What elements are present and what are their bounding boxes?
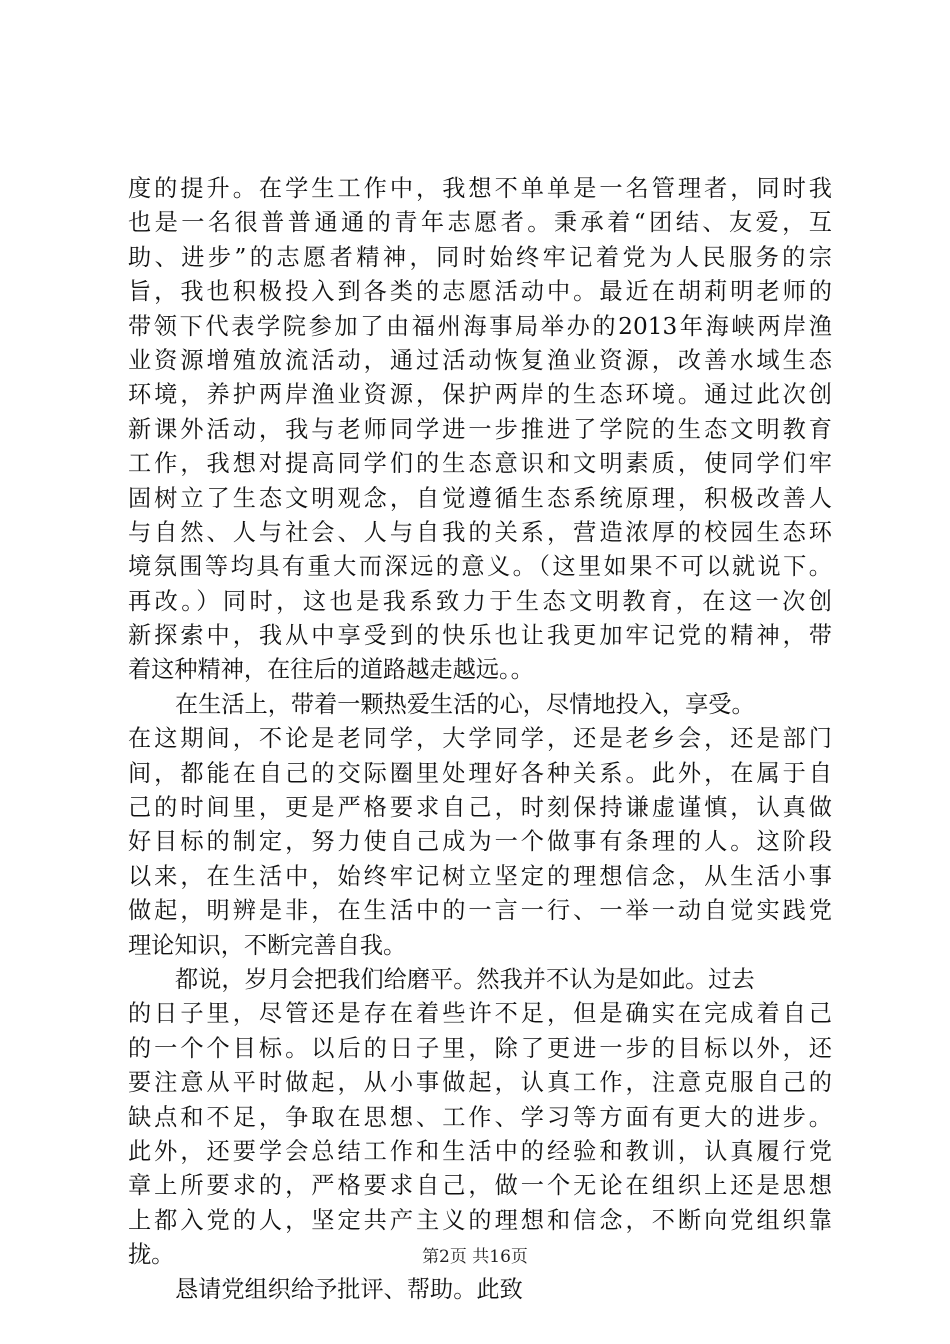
document-body xyxy=(128,172,832,1307)
text-line: 拢。 xyxy=(128,1241,175,1269)
text-line: 的日子里，尽管还是存在着些许不足，但是确实在完成着自己 xyxy=(128,1000,832,1028)
text-line: 助、进步”的志愿者精神，同时始终牢记着党为人民服务的宗 xyxy=(128,243,832,271)
paragraph-first-line: 都说，岁月会把我们给磨平。然我并不认为是如此。过去 xyxy=(175,965,755,993)
text-line: 度的提升。在学生工作中，我想不单单是一名管理者，同时我 xyxy=(128,175,832,202)
text-line: 再改。）同时，这也是我系致力于生态文明教育，在这一次创 xyxy=(128,587,832,615)
text-line: 上都入党的人，坚定共产主义的理想和信念，不断向党组织靠 xyxy=(128,1206,832,1234)
paragraph-first-line: 在生活上，带着一颗热爱生活的心，尽情地投入，享受。 xyxy=(175,690,755,718)
text-line: 己的时间里，更是严格要求自己，时刻保持谦虚谨慎，认真做 xyxy=(128,794,832,822)
text-line: 旨，我也积极投入到各类的志愿活动中。最近在胡莉明老师的 xyxy=(128,278,832,306)
text-line: 环境，养护两岸渔业资源，保护两岸的生态环境。通过此次创 xyxy=(128,381,832,409)
text-line: 业资源增殖放流活动，通过活动恢复渔业资源，改善水域生态 xyxy=(128,346,832,374)
text-line: 此外，还要学会总结工作和生活中的经验和教训，认真履行党 xyxy=(128,1137,832,1165)
text-line: 着这种精神，在往后的道路越走越远。。 xyxy=(128,656,534,684)
text-line: 做起，明辨是非，在生活中的一言一行、一举一动自觉实践党 xyxy=(128,897,832,925)
text-line: 间，都能在自己的交际圈里处理好各种关系。此外，在属于自 xyxy=(128,759,832,787)
page-number-footer: 第2页 共16页 xyxy=(422,1247,528,1267)
text-line: 工作，我想对提高同学们的生态意识和文明素质，使同学们牢 xyxy=(128,450,832,478)
text-line: 以来，在生活中，始终牢记树立坚定的理想信念，从生活小事 xyxy=(128,862,832,890)
text-line: 的一个个目标。以后的日子里，除了更进一步的目标以外，还 xyxy=(128,1034,832,1062)
text-line: 好目标的制定，努力使自己成为一个做事有条理的人。这阶段 xyxy=(128,828,832,856)
text-line: 要注意从平时做起，从小事做起，认真工作，注意克服自己的 xyxy=(128,1069,832,1097)
text-line: 也是一名很普普通通的青年志愿者。秉承着“团结、友爱，互 xyxy=(128,209,832,237)
text-line: 缺点和不足，争取在思想、工作、学习等方面有更大的进步。 xyxy=(128,1103,832,1131)
text-line: 新课外活动，我与老师同学进一步推进了学院的生态文明教育 xyxy=(128,415,832,443)
paragraph-first-line: 恳请党组织给予批评、帮助。此致 xyxy=(175,1275,523,1303)
text-line: 境氛围等均具有重大而深远的意义。（这里如果不可以就说下。 xyxy=(128,553,832,581)
text-line: 带领下代表学院参加了由福州海事局举办的2013年海峡两岸渔 xyxy=(128,312,832,340)
text-line: 理论知识，不断完善自我。 xyxy=(128,931,407,959)
text-line: 章上所要求的，严格要求自己，做一个无论在组织上还是思想 xyxy=(128,1172,832,1200)
text-line: 在这期间，不论是老同学，大学同学，还是老乡会，还是部门 xyxy=(128,725,832,753)
text-line: 固树立了生态文明观念，自觉遵循生态系统原理，积极改善人 xyxy=(128,484,832,512)
text-line: 与自然、人与社会、人与自我的关系，营造浓厚的校园生态环 xyxy=(128,518,832,546)
text-line: 新探索中，我从中享受到的快乐也让我更加牢记党的精神，带 xyxy=(128,622,832,650)
